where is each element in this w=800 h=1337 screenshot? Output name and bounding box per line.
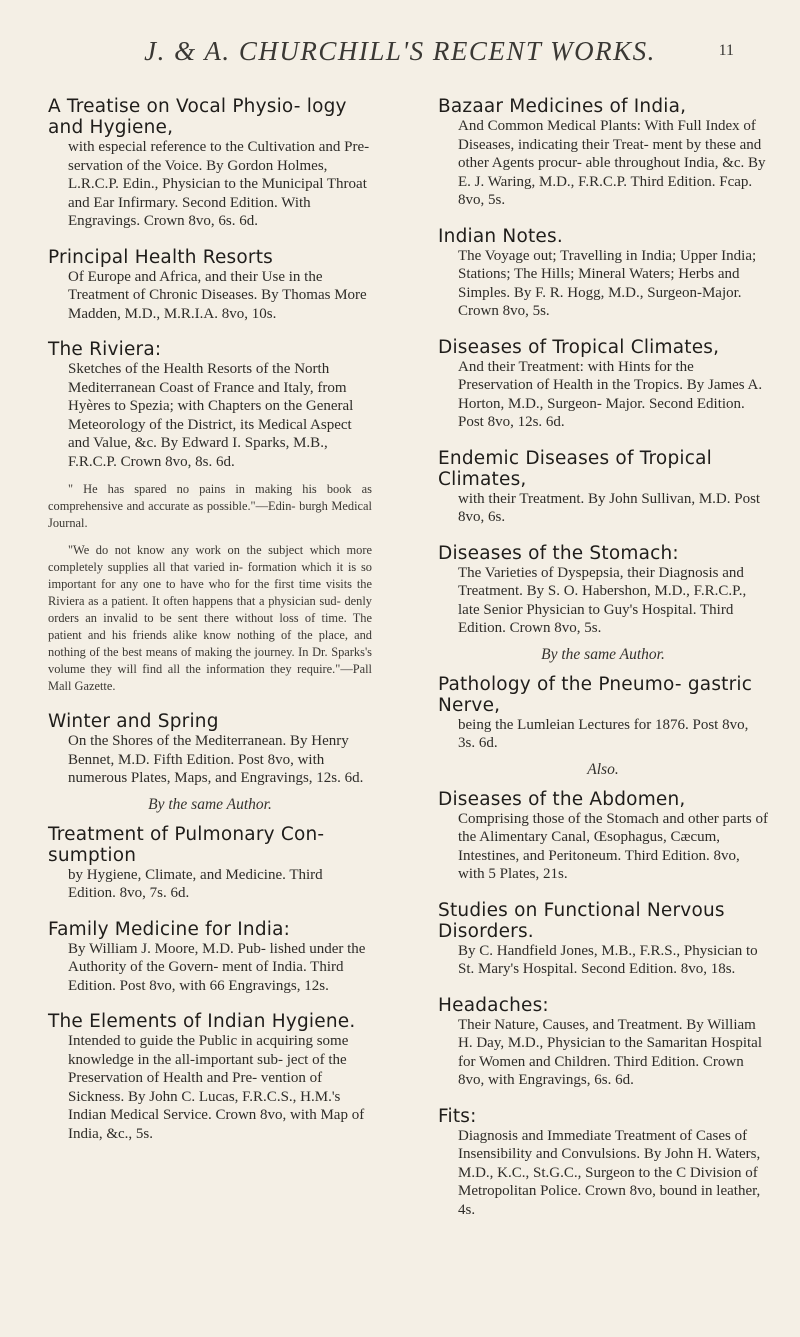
book-description: with especial reference to the Cultivation and Pre- servation of the Voice. By Gordon Holmes, L.R.C.P. Edin., Physician to the Municipal Throat and Ear Infirmary. Second Edition. With Engravings. Crown 8vo, 6s. 6d. bbox=[68, 139, 370, 229]
book-entry bbox=[48, 96, 372, 231]
book-description: with their Treatment. By John Sullivan, M.D. Post 8vo, 6s. bbox=[458, 490, 761, 525]
page-number: 11 bbox=[718, 42, 734, 59]
book-title: Treatment of Pulmonary Con- sumption bbox=[48, 823, 325, 866]
book-description: being the Lumleian Lectures for 1876. Post 8vo, 3s. 6d. bbox=[458, 716, 749, 751]
book-description: Sketches of the Health Resorts of the North Mediterranean Coast of France and Italy, from Hyères to Spezia; with Chapters on the General Meteorology of the District, its Medical Aspect and Value, &c. By Edward I. Sparks, M.B., F.R.C.P. Crown 8vo, 8s. 6d. bbox=[68, 361, 354, 470]
book-description: Diagnosis and Immediate Treatment of Cases of Insensibility and Convulsions. By John H. Waters, M.D., K.C., St.G.C., Surgeon to the C Division of Metropolitan Police. Crown 8vo, bound in leather, 4s. bbox=[458, 1127, 761, 1218]
book-entry bbox=[438, 96, 768, 210]
book-title: Bazaar Medicines of India, bbox=[438, 96, 687, 117]
book-description: Intended to guide the Public in acquiring some knowledge in the all-important sub- ject of the Preservation of Health and Pre- vention of Sickness. By John C. Lucas, F.R.C.S., H.M.'s Indian Medical Service. Crown 8vo, with Map of India, &c., 5s. bbox=[68, 1033, 365, 1142]
same-author-note: By the same Author. bbox=[148, 795, 272, 813]
book-title: The Elements of Indian Hygiene. bbox=[48, 1011, 356, 1032]
book-entry bbox=[48, 824, 372, 903]
book-title: Endemic Diseases of Tropical Climates, bbox=[438, 447, 712, 490]
book-description: Of Europe and Africa, and their Use in the Treatment of Chronic Diseases. By Thomas More Madden, M.D., M.R.I.A. 8vo, 10s. bbox=[68, 268, 367, 322]
book-entry bbox=[438, 448, 768, 527]
right-column bbox=[438, 96, 768, 1235]
review-quote: " He has spared no pains in making his book as comprehensive and accurate as possible."—Edin- burgh Medical Journal. bbox=[48, 482, 372, 530]
book-title: Winter and Spring bbox=[48, 711, 219, 732]
review-quote: "We do not know any work on the subject which more completely supplies all that varied in- formation which it is so important for any one to have who for the first time visits the Riviera as a patient. It often happens that a physician sud- denly orders an invalid to be sent there without loss of time. The patient and his friends alike know nothing of the place, and nothing of the best means of making the journey. In Dr. Sparks's volume they will find all the information they require."—Pall Mall Gazette. bbox=[48, 543, 372, 693]
book-entry bbox=[438, 995, 768, 1090]
book-title: A Treatise on Vocal Physio- logy and Hygiene, bbox=[48, 96, 347, 138]
book-description: By William J. Moore, M.D. Pub- lished under the Authority of the Govern- ment of India. Third Edition. Post 8vo, with 66 Engravings, 12s. bbox=[68, 940, 366, 994]
book-entry bbox=[438, 900, 768, 979]
book-entry bbox=[48, 919, 372, 996]
book-description: The Varieties of Dyspepsia, their Diagnosis and Treatment. By S. O. Habershon, M.D., F.R.C.P., late Senior Physician to Guy's Hospital. Third Edition. Crown 8vo, 5s. bbox=[458, 564, 747, 636]
book-description: The Voyage out; Travelling in India; Upper India; Stations; The Hills; Mineral Waters; Herbs and Simples. By F. R. Hogg, M.D., Surgeon-Major. Crown 8vo, 5s. bbox=[458, 247, 757, 319]
book-title: Family Medicine for India: bbox=[48, 918, 291, 940]
book-description: And their Treatment: with Hints for the Preservation of Health in the Tropics. By James A. Horton, M.D., Surgeon- Major. Second Edition. Post 8vo, 12s. 6d. bbox=[458, 358, 763, 430]
book-title: Pathology of the Pneumo- gastric Nerve, bbox=[438, 673, 753, 716]
book-title: Diseases of the Abdomen, bbox=[438, 788, 686, 810]
book-entry bbox=[48, 1011, 372, 1143]
book-title: Indian Notes. bbox=[438, 225, 563, 247]
book-title: Diseases of the Stomach: bbox=[438, 542, 679, 564]
book-description: On the Shores of the Mediterranean. By Henry Bennet, M.D. Fifth Edition. Post 8vo, with numerous Plates, Maps, and Engravings, 12s. 6d. bbox=[68, 733, 364, 786]
page-header bbox=[0, 36, 800, 76]
book-description: And Common Medical Plants: With Full Index of Diseases, indicating their Treat- ment by these and other Agents procur- able throughout India, &c. By E. J. Waring, M.D., F.R.C.P. Third Edition. Fcap. 8vo, 5s. bbox=[458, 118, 766, 208]
book-title: The Riviera: bbox=[48, 339, 162, 360]
book-title: Headaches: bbox=[438, 994, 549, 1016]
running-head: J. & A. CHURCHILL'S RECENT WORKS. bbox=[144, 36, 656, 66]
also-note: Also. bbox=[587, 760, 619, 778]
book-entry bbox=[48, 247, 372, 324]
book-entry bbox=[438, 337, 768, 432]
same-author-note: By the same Author. bbox=[541, 645, 665, 663]
book-title: Diseases of Tropical Climates, bbox=[438, 336, 720, 358]
book-title: Studies on Functional Nervous Disorders. bbox=[438, 899, 725, 942]
book-description: by Hygiene, Climate, and Medicine. Third Edition. 8vo, 7s. 6d. bbox=[68, 866, 323, 901]
book-title: Principal Health Resorts bbox=[48, 246, 274, 268]
book-entry bbox=[438, 226, 768, 321]
book-entry bbox=[438, 1106, 768, 1220]
book-entry bbox=[438, 789, 768, 884]
left-column bbox=[48, 96, 372, 1159]
book-description: Comprising those of the Stomach and other parts of the Alimentary Canal, Œsophagus, Cæcum, Intestines, and Peritoneum. Third Edition. 8vo, with 5 Plates, 21s. bbox=[458, 810, 768, 882]
book-title: Fits: bbox=[438, 1105, 477, 1127]
book-entry bbox=[48, 711, 372, 788]
book-entry bbox=[48, 339, 372, 695]
book-entry bbox=[438, 674, 768, 753]
book-entry bbox=[438, 543, 768, 638]
book-description: Their Nature, Causes, and Treatment. By William H. Day, M.D., Physician to the Samaritan Hospital for Women and Children. Third Edition. Crown 8vo, with Engravings, 6s. 6d. bbox=[458, 1016, 762, 1088]
book-description: By C. Handfield Jones, M.B., F.R.S., Physician to St. Mary's Hospital. Second Edition. 8vo, 18s. bbox=[458, 942, 758, 977]
